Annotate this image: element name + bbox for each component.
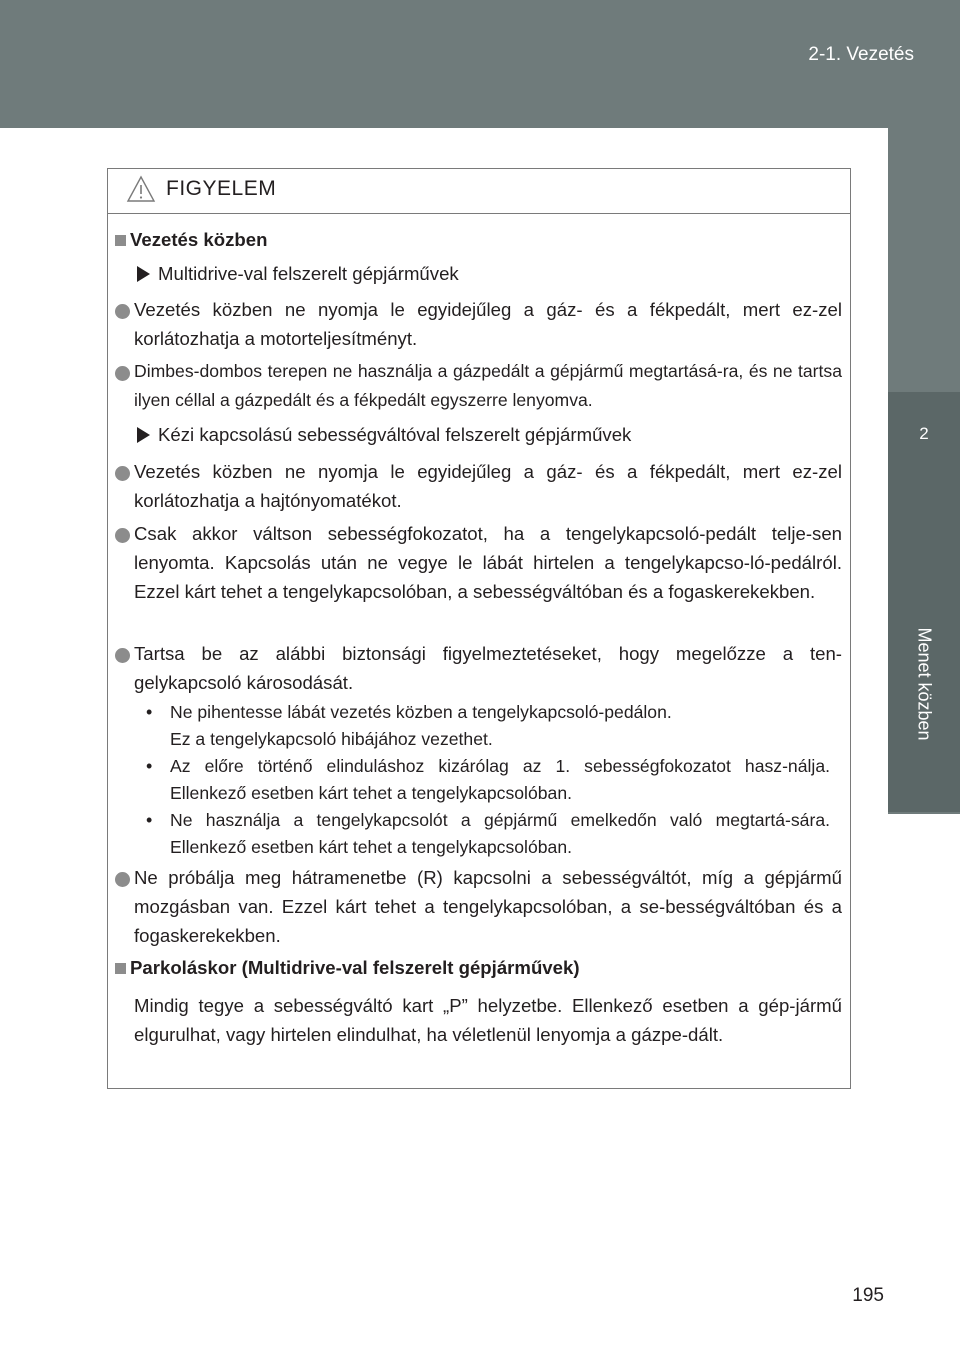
section-heading-driving: Vezetés közben	[130, 229, 268, 250]
parking-text: Mindig tegye a sebességváltó kart „P” helyzetbe. Ellenkező esetben a gép-jármű elgurulhat, vagy hirtelen elindulhat, ha véletlenül lenyomja a gázpe-dált.	[134, 995, 842, 1045]
chapter-number: 2	[919, 424, 929, 443]
bullet-dot-icon	[115, 304, 130, 319]
caution-item: Vezetés közben ne nyomja le egyidejűleg a gáz- és a fékpedált, mert ez-zel korlátozhatja a motorteljesítményt.	[134, 299, 842, 349]
arrow-right-icon	[137, 427, 150, 443]
sub-bullet-marker: •	[146, 810, 153, 830]
chapter-title: Menet közben	[914, 627, 935, 741]
caution-box	[107, 168, 851, 1089]
warning-triangle-icon	[126, 175, 156, 203]
sub-item: Ne használja a tengelykapcsolót a gépjármű emelkedőn való megtartá-sára. Ellenkező esetben kárt tehet a tengelykapcsolóban.	[170, 810, 830, 857]
bullet-dot-icon	[115, 648, 130, 663]
arrow-right-icon	[137, 266, 150, 282]
page-number: 195	[852, 1285, 884, 1306]
side-tab-active	[888, 392, 960, 812]
subheading-multidrive: Multidrive-val felszerelt gépjárművek	[158, 263, 459, 284]
chapter-side-tab	[888, 128, 960, 1352]
caution-header	[108, 169, 850, 214]
sub-bullet-marker: •	[146, 756, 153, 776]
side-tab-upper	[888, 128, 960, 390]
caution-item: Vezetés közben ne nyomja le egyidejűleg a gáz- és a fékpedált, mert ez-zel korlátozhatja a hajtónyomatékot.	[134, 461, 842, 511]
caution-item: Dimbes-dombos terepen ne használja a gázpedált a gépjármű megtartásá-ra, és ne tartsa ilyen céllal a gázpedált és a fékpedált egyszerre lenyomva.	[134, 361, 842, 410]
bullet-dot-icon	[115, 366, 130, 381]
bullet-dot-icon	[115, 528, 130, 543]
caution-title: FIGYELEM	[166, 177, 277, 200]
bullet-dot-icon	[115, 872, 130, 887]
subheading-manual: Kézi kapcsolású sebességváltóval felszerelt gépjárművek	[158, 424, 632, 445]
sub-item: Az előre történő elinduláshoz kizárólag az 1. sebességfokozatot hasz-nálja. Ellenkező esetben kárt tehet a tengelykapcsolóban.	[170, 756, 830, 803]
section-label: 2-1. Vezetés	[808, 44, 914, 65]
section-heading-parking: Parkoláskor (Multidrive-val felszerelt gépjárművek)	[130, 957, 580, 978]
section-square-icon	[115, 235, 126, 246]
caution-item: Csak akkor váltson sebességfokozatot, ha a tengelykapcsoló-pedált telje-sen lenyomta. Kapcsolás után ne vegye le lábát hirtelen a tengelykapcso-ló-pedálról. Ezzel kárt tehet a tengelykapcsolóban, a sebességváltóban és a fogaskerekekben.	[134, 523, 842, 602]
sub-bullet-marker: •	[146, 702, 153, 722]
bullet-dot-icon	[115, 466, 130, 481]
sub-item-note: Ez a tengelykapcsoló hibájához vezethet.	[170, 729, 493, 749]
caution-item: Ne próbálja meg hátramenetbe (R) kapcsolni a sebességváltót, míg a gépjármű mozgásban van. Ezzel kárt tehet a tengelykapcsolóban, a se-bességváltóban és a fogaskerekekben.	[134, 867, 842, 946]
caution-item: Tartsa be az alábbi biztonsági figyelmeztetéseket, hogy megelőzze a ten-gelykapcsoló károsodását.	[134, 643, 842, 693]
header-bar	[0, 0, 960, 128]
side-tab-lower	[888, 814, 960, 1352]
section-square-icon	[115, 963, 126, 974]
sub-item: Ne pihentesse lábát vezetés közben a tengelykapcsoló-pedálon.	[170, 702, 672, 722]
